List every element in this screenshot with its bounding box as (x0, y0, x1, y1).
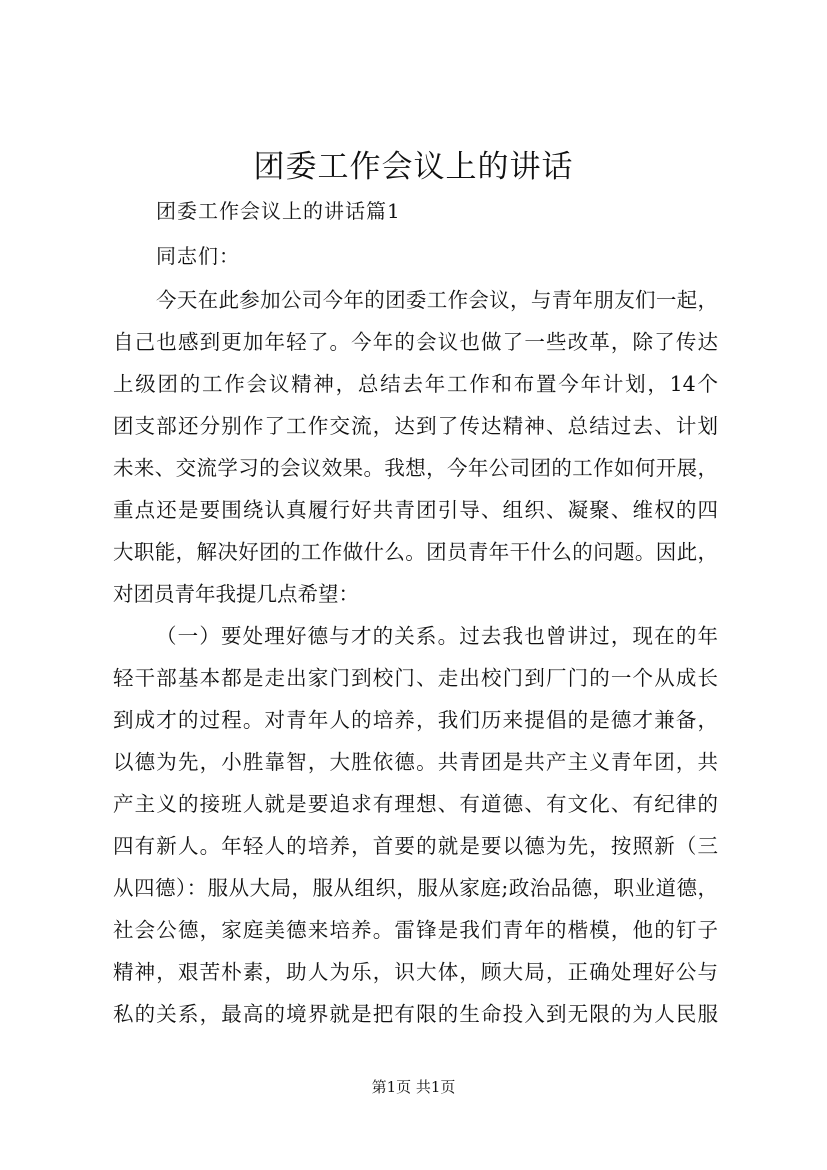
paragraph-line: 社会公德，家庭美德来培养。雷锋是我们青年的楷模，他的钉子 (113, 918, 718, 942)
paragraph-line: 从四德）：服从大局，服从组织，服从家庭;政治品德，职业道德， (113, 876, 718, 900)
paragraph-line: 上级团的工作会议精神，总结去年工作和布置今年计划，14个 (113, 372, 718, 396)
greeting-line: 同志们： (156, 244, 240, 268)
paragraph-line: 以德为先，小胜靠智，大胜依德。共青团是共产主义青年团，共 (113, 750, 718, 774)
paragraph-line: 轻干部基本都是走出家门到校门、走出校门到厂门的一个从成长 (113, 666, 718, 690)
paragraph-line: 重点还是要围绕认真履行好共青团引导、组织、凝聚、维权的四 (113, 498, 718, 522)
paragraph-line: 精神，艰苦朴素，助人为乐，识大体，顾大局，正确处理好公与 (113, 960, 718, 984)
document-title: 团委工作会议上的讲话 (253, 149, 574, 185)
paragraph-line: 今天在此参加公司今年的团委工作会议，与青年朋友们一起， (156, 288, 718, 312)
paragraph-line: 四有新人。年轻人的培养，首要的就是要以德为先，按照新（三 (113, 834, 718, 858)
paragraph-line: 大职能，解决好团的工作做什么。团员青年干什么的问题。因此， (113, 540, 718, 564)
paragraph-line: 私的关系，最高的境界就是把有限的生命投入到无限的为人民服 (113, 1002, 718, 1026)
paragraph-line: 自己也感到更加年轻了。今年的会议也做了一些改革，除了传达 (113, 330, 718, 354)
paragraph-line: 产主义的接班人就是要追求有理想、有道德、有文化、有纪律的 (113, 792, 718, 816)
document-subtitle: 团委工作会议上的讲话篇1 (156, 199, 401, 223)
paragraph-line: （一）要处理好德与才的关系。过去我也曾讲过，现在的年 (156, 624, 718, 648)
paragraph-line: 到成才的过程。对青年人的培养，我们历来提倡的是德才兼备， (113, 708, 718, 732)
paragraph-line: 团支部还分别作了工作交流，达到了传达精神、总结过去、计划 (113, 414, 718, 438)
paragraph-line: 对团员青年我提几点希望： (113, 582, 359, 606)
page-footer: 第1页 共1页 (371, 1078, 456, 1096)
paragraph-line: 未来、交流学习的会议效果。我想，今年公司团的工作如何开展， (113, 456, 718, 480)
